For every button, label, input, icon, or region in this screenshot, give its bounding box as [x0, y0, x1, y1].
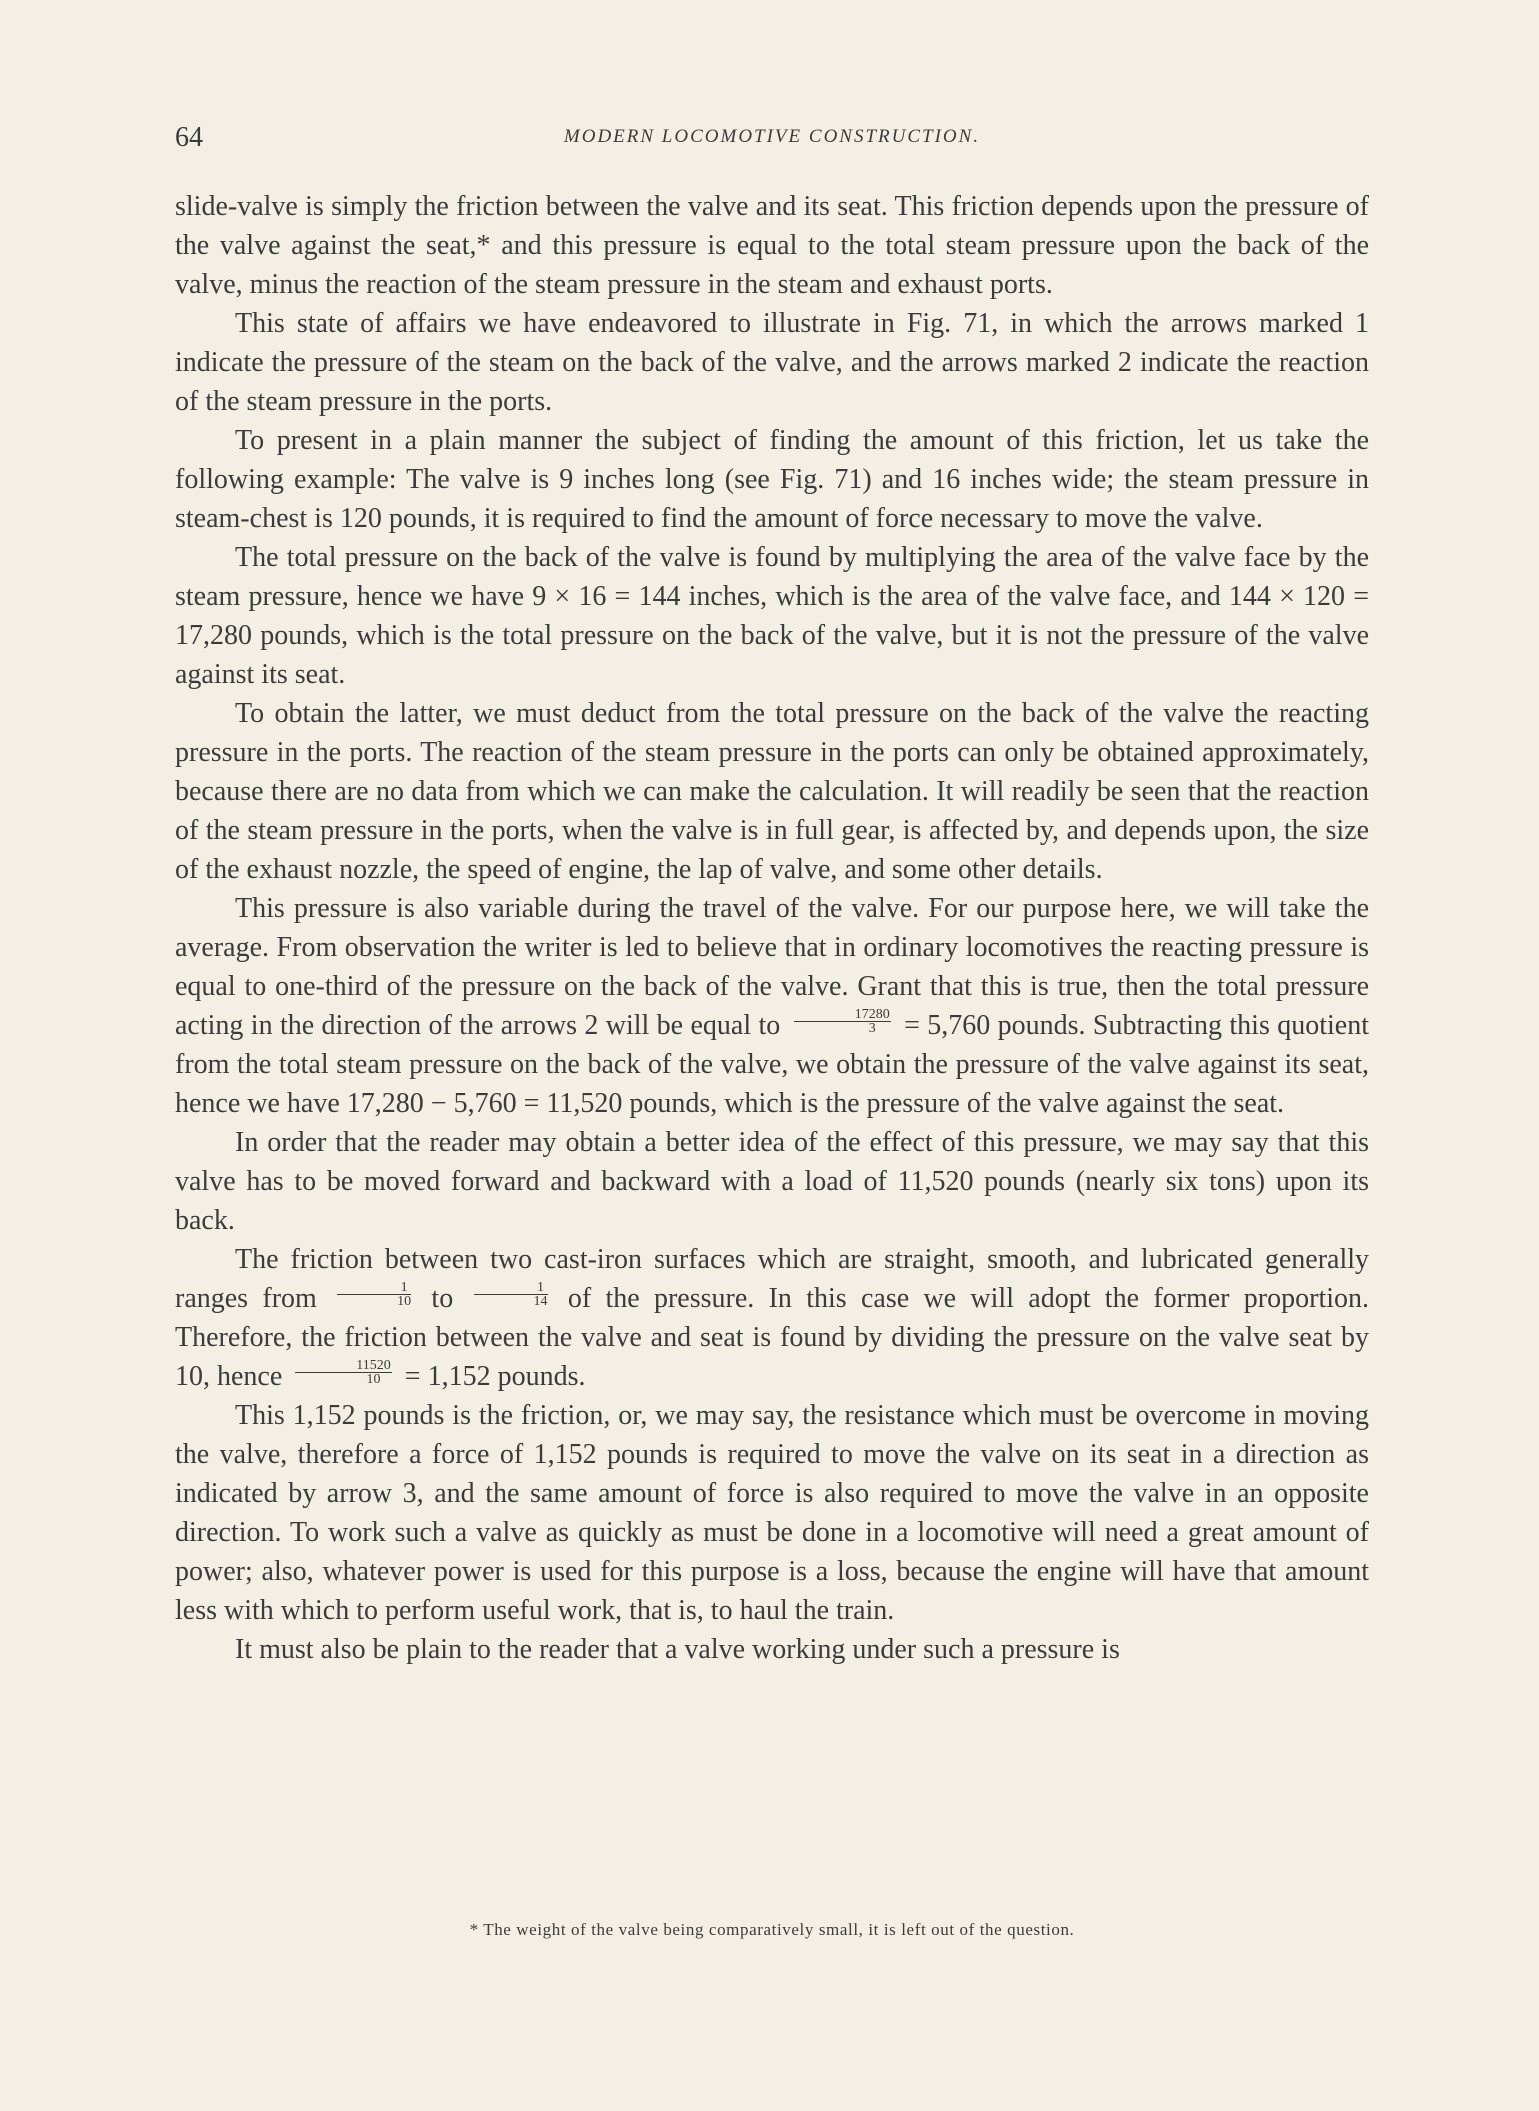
paragraph-5: To obtain the latter, we must deduct from the total pressure on the back of the valve the reacting pressure in the ports. The reaction of the steam pressure in the ports can only be obtained approximately, because there are no data from which we can make the calculation. It will readily be seen that the reaction of the steam pressure in the ports, when the valve is in full gear, is affected by, and depends upon, the size of the exhaust nozzle, the speed of engine, the lap of valve, and some other details.: [175, 698, 1369, 885]
paragraph-3: To present in a plain manner the subject of finding the amount of this friction, let us take the following example: The valve is 9 inches long (see Fig. 71) and 16 inches wide; the steam pressure in steam-chest is 120 pounds, it is required to find the amount of force necessary to move the valve.: [175, 425, 1369, 534]
running-title: MODERN LOCOMOTIVE CONSTRUCTION.: [563, 126, 981, 147]
paragraph-6-text-a: This pressure is also variable during the travel of the valve. For our purpose here, we will take the average. From observation the writer is led to believe that in ordinary locomotives the reacting pressure is equal to one-third of the pressure on the back of the valve. Grant that this is true, then the total pressure acting in the direction of the arrows 2 will be equal to: [175, 893, 1369, 1041]
paragraph-6: [175, 889, 1369, 1123]
fraction-denominator: 10: [397, 1294, 412, 1310]
fraction-17280-over-3: [794, 1008, 891, 1035]
paragraph-8-text-a: The friction between two cast-iron surfaces which are straight, smooth, and lubricated generally ranges from: [175, 1244, 1369, 1314]
fraction-11520-over-10: [295, 1359, 391, 1386]
paragraph-10: It must also be plain to the reader that a valve working under such a pressure is: [235, 1634, 1120, 1665]
paragraph-8-text-b: to: [417, 1283, 468, 1314]
footnote: * The weight of the valve being comparatively small, it is left out of the question.: [469, 1920, 1075, 1939]
paragraph-7: In order that the reader may obtain a better idea of the effect of this pressure, we may say that this valve has to be moved forward and backward with a load of 11,520 pounds (nearly six tons) upon its back.: [175, 1127, 1369, 1236]
paragraph-2: This state of affairs we have endeavored to illustrate in Fig. 71, in which the arrows marked 1 indicate the pressure of the steam on the back of the valve, and the arrows marked 2 indicate the reaction of the steam pressure in the ports.: [175, 308, 1369, 417]
page-number: 64: [175, 122, 203, 153]
paragraph-8: [175, 1240, 1369, 1396]
paragraph-8-text-c: of the pressure. In this case we will adopt the former proportion. Therefore, the friction between the valve and seat is found by dividing the pressure on the valve seat by 10, hence: [175, 1283, 1370, 1392]
fraction-1-over-10: [337, 1281, 411, 1308]
paragraph-6-text-b: = 5,760 pounds. Subtracting this quotient from the total steam pressure on the back of the valve, we obtain the pressure of the valve against its seat, hence we have 17,280 − 5,760 = 11,520 pounds, which is the pressure of the valve against the seat.: [175, 1010, 1370, 1119]
fraction-denominator: 14: [533, 1294, 548, 1310]
fraction-denominator: 10: [366, 1372, 381, 1388]
fraction-numerator: 1: [337, 1281, 411, 1295]
body-text: [175, 187, 1369, 1669]
running-head: [175, 122, 1369, 158]
fraction-numerator: 1: [474, 1281, 548, 1295]
paragraph-8-text-d: = 1,152 pounds.: [397, 1361, 586, 1392]
paragraph-9: This 1,152 pounds is the friction, or, we may say, the resistance which must be overcome in moving the valve, therefore a force of 1,152 pounds is required to move the valve on its seat in a direction as indicated by arrow 3, and the same amount of force is also required to move the valve in an opposite direction. To work such a valve as quickly as must be done in a locomotive will need a great amount of power; also, whatever power is used for this purpose is a loss, because the engine will have that amount less with which to perform useful work, that is, to haul the train.: [175, 1400, 1369, 1626]
fraction-numerator: 11520: [295, 1359, 391, 1373]
fraction-1-over-14: [474, 1281, 548, 1308]
fraction-denominator: 3: [868, 1021, 876, 1037]
paragraph-1: slide-valve is simply the friction between the valve and its seat. This friction depends upon the pressure of the valve against the seat,* and this pressure is equal to the total steam pressure upon the back of the valve, minus the reaction of the steam pressure in the steam and exhaust ports.: [175, 191, 1369, 300]
fraction-numerator: 17280: [794, 1008, 891, 1022]
paragraph-4: The total pressure on the back of the valve is found by multiplying the area of the valve face by the steam pressure, hence we have 9 × 16 = 144 inches, which is the area of the valve face, and 144 × 120 = 17,280 pounds, which is the total pressure on the back of the valve, but it is not the pressure of the valve against its seat.: [175, 542, 1369, 690]
